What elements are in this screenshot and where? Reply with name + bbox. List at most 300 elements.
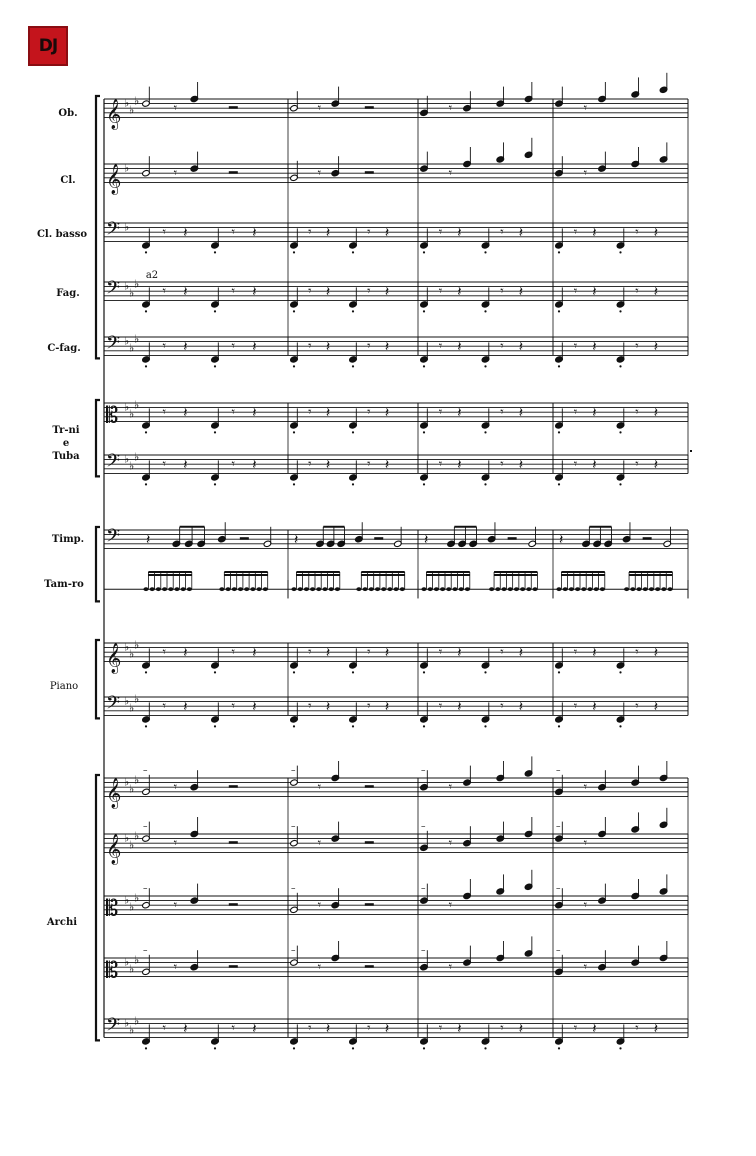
eighth-rest: 𝄾 — [317, 836, 322, 852]
tamburo-note — [569, 587, 574, 591]
quarter-rest: 𝄽 — [384, 1021, 390, 1038]
eighth-rest: 𝄾 — [448, 166, 453, 182]
tenuto-mark: – — [556, 822, 561, 832]
tamburo-note — [452, 587, 457, 591]
quarter-rest: 𝄽 — [457, 699, 462, 716]
quarter-rest: 𝄽 — [559, 532, 564, 549]
eighth-rest: 𝄾 — [500, 405, 504, 421]
eighth-rest: 𝄾 — [173, 101, 178, 117]
staccato-dot — [423, 725, 425, 727]
key-flat: ♭ — [124, 96, 130, 110]
eighth-rest: 𝄾 — [308, 457, 312, 473]
tamburo-note — [304, 587, 309, 591]
key-flat: ♭ — [129, 459, 135, 473]
quarter-rest: 𝄽 — [384, 339, 390, 356]
key-flat: ♭ — [129, 103, 135, 117]
quarter-rest: 𝄽 — [294, 532, 299, 549]
treble-clef: 𝄞 — [106, 834, 122, 865]
tamburo-note — [661, 587, 666, 591]
tamburo-note — [594, 587, 599, 591]
quarter-rest: 𝄽 — [252, 225, 257, 242]
eighth-rest: 𝄾 — [635, 284, 639, 300]
tamburo-note — [168, 587, 173, 591]
quarter-rest: 𝄽 — [518, 284, 524, 301]
staccato-dot — [558, 365, 560, 367]
eighth-rest: 𝄾 — [573, 225, 578, 241]
staccato-dot — [619, 671, 621, 673]
key-flat: ♭ — [134, 692, 140, 706]
quarter-rest: 𝄽 — [252, 1021, 257, 1038]
key-flat: ♭ — [124, 279, 130, 293]
half-rest — [229, 841, 238, 844]
eighth-rest: 𝄾 — [162, 405, 167, 421]
staccato-dot — [214, 431, 216, 433]
tamburo-note — [226, 587, 231, 591]
eighth-rest: 𝄾 — [500, 339, 504, 355]
staccato-dot — [214, 251, 216, 253]
tamburo-note — [501, 587, 506, 591]
tamburo-note — [563, 587, 568, 591]
label-clarinet: Cl. — [60, 175, 76, 186]
key-flat: ♭ — [129, 782, 135, 796]
quarter-rest: 𝄽 — [252, 405, 257, 422]
tamburo-note — [428, 587, 433, 591]
quarter-rest: 𝄽 — [183, 457, 188, 474]
staccato-dot — [293, 251, 295, 253]
quarter-rest: 𝄽 — [592, 339, 597, 356]
quarter-rest: 𝄽 — [384, 405, 390, 422]
key-flat: ♭ — [124, 694, 130, 708]
tenuto-mark: – — [421, 884, 426, 894]
eighth-rest: 𝄾 — [162, 339, 167, 355]
quarter-rest: 𝄽 — [252, 699, 257, 716]
quarter-rest: 𝄽 — [518, 339, 524, 356]
quarter-rest: 𝄽 — [518, 699, 524, 716]
alto-clef: 𝄡 — [106, 403, 119, 429]
key-flat: ♭ — [124, 640, 130, 654]
tenuto-mark: – — [291, 766, 296, 776]
eighth-rest: 𝄾 — [448, 780, 453, 796]
label-archi: Archi — [46, 917, 78, 928]
tamburo-note — [649, 587, 654, 591]
tamburo-note — [575, 587, 580, 591]
tamburo-note — [238, 587, 243, 591]
half-rest — [365, 903, 374, 906]
quarter-rest: 𝄽 — [325, 699, 331, 716]
tamburo-note — [174, 587, 179, 591]
eighth-rest: 𝄾 — [573, 339, 578, 355]
staccato-dot — [558, 431, 560, 433]
quarter-rest: 𝄽 — [252, 284, 257, 301]
alto-clef: 𝄡 — [106, 958, 119, 984]
tamburo-note — [291, 587, 296, 591]
staccato-dot — [352, 431, 354, 433]
quarter-rest: 𝄽 — [592, 284, 597, 301]
staccato-dot — [558, 310, 560, 312]
tamburo-note — [421, 587, 426, 591]
quarter-rest: 𝄽 — [183, 284, 188, 301]
quarter-rest: 𝄽 — [325, 284, 331, 301]
quarter-rest: 𝄽 — [325, 457, 331, 474]
quarter-rest: 𝄽 — [183, 339, 188, 356]
tamburo-note — [329, 587, 334, 591]
tamburo-note — [600, 587, 605, 591]
staccato-dot — [145, 1047, 147, 1049]
treble-clef: 𝄞 — [106, 643, 122, 674]
eighth-rest: 𝄾 — [173, 780, 178, 796]
half-rest — [508, 537, 517, 540]
tamburo-note — [514, 587, 519, 591]
staccato-dot — [619, 365, 621, 367]
eighth-rest: 𝄾 — [173, 166, 178, 182]
eighth-rest: 𝄾 — [500, 225, 504, 241]
quarter-rest: 𝄽 — [384, 225, 390, 242]
staccato-dot — [145, 671, 147, 673]
eighth-rest: 𝄾 — [635, 457, 639, 473]
staccato-dot — [484, 251, 486, 253]
staccato-dot — [214, 1047, 216, 1049]
staccato-dot — [423, 365, 425, 367]
eighth-rest: 𝄾 — [438, 457, 443, 473]
eighth-rest: 𝄾 — [573, 1021, 578, 1037]
eighth-rest: 𝄾 — [317, 898, 322, 914]
eighth-rest: 𝄾 — [173, 960, 178, 976]
eighth-rest: 𝄾 — [317, 780, 322, 796]
staccato-dot — [293, 1047, 295, 1049]
eighth-rest: 𝄾 — [162, 457, 167, 473]
key-flat: ♭ — [129, 647, 135, 661]
quarter-rest: 𝄽 — [653, 284, 659, 301]
eighth-rest: 𝄾 — [308, 225, 312, 241]
tamburo-note — [667, 587, 672, 591]
key-flat: ♭ — [124, 775, 130, 789]
tenuto-mark: – — [291, 884, 296, 894]
eighth-rest: 𝄾 — [500, 699, 504, 715]
eighth-rest: 𝄾 — [438, 405, 443, 421]
tenuto-mark: – — [143, 766, 148, 776]
tamburo-note — [636, 587, 641, 591]
eighth-rest: 𝄾 — [367, 1021, 371, 1037]
bass-clef: 𝄢 — [106, 1014, 121, 1040]
quarter-rest: 𝄽 — [183, 405, 188, 422]
tenuto-mark: – — [421, 766, 426, 776]
quarter-rest: 𝄽 — [146, 532, 151, 549]
tamburo-note — [156, 587, 161, 591]
tamburo-note — [459, 587, 464, 591]
staccato-dot — [484, 725, 486, 727]
group-bracket — [96, 400, 100, 476]
tamburo-note — [495, 587, 500, 591]
eighth-rest: 𝄾 — [635, 339, 639, 355]
label-oboe: Ob. — [58, 108, 78, 119]
eighth-rest: 𝄾 — [162, 1021, 167, 1037]
tamburo-note — [387, 587, 392, 591]
label-contrabassoon: C-fag. — [47, 343, 81, 354]
staccato-dot — [558, 483, 560, 485]
staccato-dot — [619, 483, 621, 485]
eighth-rest: 𝄾 — [162, 225, 167, 241]
staccato-dot — [293, 671, 295, 673]
half-rest — [365, 785, 374, 788]
half-rest — [365, 171, 374, 174]
group-bracket — [96, 96, 100, 358]
tamburo-note — [257, 587, 262, 591]
key-flat: ♭ — [129, 407, 135, 421]
quarter-rest: 𝄽 — [325, 225, 331, 242]
staccato-dot — [484, 365, 486, 367]
tenuto-mark: – — [556, 884, 561, 894]
tamburo-note — [181, 587, 186, 591]
eighth-rest: 𝄾 — [438, 339, 443, 355]
quarter-rest: 𝄽 — [653, 699, 659, 716]
key-flat: ♭ — [124, 831, 130, 845]
key-flat: ♭ — [124, 334, 130, 348]
eighth-rest: 𝄾 — [438, 699, 443, 715]
treble-clef: 𝄞 — [106, 99, 122, 130]
eighth-rest: 𝄾 — [162, 645, 167, 661]
eighth-rest: 𝄾 — [231, 339, 236, 355]
quarter-rest: 𝄽 — [325, 339, 331, 356]
quarter-rest: 𝄽 — [653, 405, 659, 422]
label-timpani: Timp. — [51, 534, 85, 545]
quarter-rest: 𝄽 — [252, 457, 257, 474]
tamburo-note — [250, 587, 255, 591]
tamburo-note — [363, 587, 368, 591]
eighth-rest: 𝄾 — [500, 645, 504, 661]
tamburo-note — [150, 587, 155, 591]
tenuto-mark: – — [421, 946, 426, 956]
staccato-dot — [293, 310, 295, 312]
eighth-rest: 𝄾 — [635, 699, 639, 715]
label-tuba: Tuba — [52, 451, 80, 462]
key-flat: ♭ — [134, 398, 140, 412]
eighth-rest: 𝄾 — [438, 1021, 443, 1037]
key-flat: ♭ — [134, 277, 140, 291]
tamburo-note — [446, 587, 451, 591]
label-bass-clarinet: Cl. basso — [36, 229, 88, 240]
eighth-rest: 𝄾 — [448, 101, 453, 117]
quarter-rest: 𝄽 — [183, 645, 188, 662]
staccato-dot — [214, 310, 216, 312]
tamburo-note — [489, 587, 494, 591]
group-bracket — [96, 775, 100, 1040]
tamburo-note — [465, 587, 470, 591]
tamburo-note — [508, 587, 513, 591]
quarter-rest: 𝄽 — [592, 225, 597, 242]
tamburo-note — [263, 587, 268, 591]
staccato-dot — [423, 671, 425, 673]
tenuto-mark: – — [291, 946, 296, 956]
half-rest — [365, 841, 374, 844]
eighth-rest: 𝄾 — [438, 645, 443, 661]
eighth-rest: 𝄾 — [162, 284, 167, 300]
quarter-rest: 𝄽 — [592, 699, 597, 716]
eighth-rest: 𝄾 — [573, 645, 578, 661]
eighth-rest: 𝄾 — [438, 284, 443, 300]
staccato-dot — [484, 483, 486, 485]
label-bassoon: Fag. — [56, 288, 80, 299]
eighth-rest: 𝄾 — [367, 225, 371, 241]
alto-clef: 𝄡 — [106, 896, 119, 922]
eighth-rest: 𝄾 — [308, 645, 312, 661]
staccato-dot — [619, 251, 621, 253]
tamburo-note — [375, 587, 380, 591]
key-flat: ♭ — [129, 1023, 135, 1037]
tamburo-note — [624, 587, 629, 591]
half-rest — [643, 537, 652, 540]
eighth-rest: 𝄾 — [308, 1021, 312, 1037]
label-tamburo: Tam-ro — [44, 579, 84, 590]
tenuto-mark: – — [291, 822, 296, 832]
eighth-rest: 𝄾 — [583, 101, 588, 117]
half-rest — [229, 903, 238, 906]
eighth-rest: 𝄾 — [635, 225, 639, 241]
staccato-dot — [352, 483, 354, 485]
bass-clef: 𝄢 — [106, 450, 121, 476]
bass-clef: 𝄢 — [106, 332, 121, 358]
eighth-rest: 𝄾 — [573, 284, 578, 300]
key-flat: ♭ — [134, 450, 140, 464]
quarter-rest: 𝄽 — [325, 1021, 331, 1038]
quarter-rest: 𝄽 — [653, 645, 659, 662]
tamburo-note — [356, 587, 361, 591]
tamburo-note — [369, 587, 374, 591]
key-flat: ♭ — [129, 900, 135, 914]
eighth-rest: 𝄾 — [367, 699, 371, 715]
eighth-rest: 𝄾 — [317, 101, 322, 117]
key-flat: ♭ — [134, 773, 140, 787]
staccato-dot — [293, 725, 295, 727]
quarter-rest: 𝄽 — [457, 457, 462, 474]
staccato-dot — [352, 1047, 354, 1049]
quarter-rest: 𝄽 — [183, 225, 188, 242]
quarter-rest: 𝄽 — [653, 225, 659, 242]
staccato-dot — [484, 310, 486, 312]
staccato-dot — [484, 1047, 486, 1049]
quarter-rest: 𝄽 — [384, 645, 390, 662]
tamburo-note — [219, 587, 224, 591]
eighth-rest: 𝄾 — [438, 225, 443, 241]
staccato-dot — [558, 251, 560, 253]
eighth-rest: 𝄾 — [367, 645, 371, 661]
bass-clef: 𝄢 — [106, 277, 121, 303]
tamburo-note — [335, 587, 340, 591]
quarter-rest: 𝄽 — [325, 645, 331, 662]
staccato-dot — [145, 483, 147, 485]
eighth-rest: 𝄾 — [635, 405, 639, 421]
staccato-dot — [214, 365, 216, 367]
quarter-rest: 𝄽 — [592, 1021, 597, 1038]
quarter-rest: 𝄽 — [384, 284, 390, 301]
quarter-rest: 𝄽 — [252, 645, 257, 662]
bass-clef: 𝄢 — [106, 525, 121, 551]
eighth-rest: 𝄾 — [500, 457, 504, 473]
bass-clef: 𝄢 — [106, 692, 121, 718]
tenuto-mark: – — [143, 884, 148, 894]
staccato-dot — [558, 671, 560, 673]
tamburo-note — [162, 587, 167, 591]
tamburo-note — [310, 587, 315, 591]
tenuto-mark: – — [556, 946, 561, 956]
half-rest — [229, 171, 238, 174]
staccato-dot — [619, 725, 621, 727]
quarter-rest: 𝄽 — [518, 405, 524, 422]
label-trombones: Tr-ni — [52, 425, 80, 436]
key-flat: ♭ — [134, 953, 140, 967]
group-bracket — [96, 640, 100, 718]
staccato-dot — [293, 365, 295, 367]
eighth-rest: 𝄾 — [583, 898, 588, 914]
treble-clef: 𝄞 — [106, 164, 122, 195]
stray-mark — [690, 450, 692, 452]
quarter-rest: 𝄽 — [518, 1021, 524, 1038]
tenuto-mark: – — [421, 822, 426, 832]
quarter-rest: 𝄽 — [384, 457, 390, 474]
half-rest — [229, 965, 238, 968]
eighth-rest: 𝄾 — [162, 699, 167, 715]
quarter-rest: 𝄽 — [424, 532, 429, 549]
eighth-rest: 𝄾 — [367, 405, 371, 421]
eighth-rest: 𝄾 — [583, 780, 588, 796]
key-flat: ♭ — [124, 893, 130, 907]
key-flat: ♭ — [134, 638, 140, 652]
tamburo-note — [587, 587, 592, 591]
eighth-rest: 𝄾 — [573, 405, 578, 421]
quarter-rest: 𝄽 — [653, 457, 659, 474]
eighth-rest: 𝄾 — [367, 457, 371, 473]
tamburo-note — [643, 587, 648, 591]
tamburo-note — [322, 587, 327, 591]
tamburo-note — [556, 587, 561, 591]
staccato-dot — [619, 1047, 621, 1049]
quarter-rest: 𝄽 — [592, 645, 597, 662]
staccato-dot — [293, 431, 295, 433]
key-flat: ♭ — [129, 286, 135, 300]
staccato-dot — [484, 671, 486, 673]
eighth-rest: 𝄾 — [173, 898, 178, 914]
bass-clef: 𝄢 — [106, 218, 121, 244]
tamburo-note — [520, 587, 525, 591]
key-flat: ♭ — [129, 701, 135, 715]
staccato-dot — [558, 725, 560, 727]
staccato-dot — [352, 251, 354, 253]
key-flat: ♭ — [134, 829, 140, 843]
staccato-dot — [423, 483, 425, 485]
key-flat: ♭ — [129, 962, 135, 976]
key-flat: ♭ — [124, 452, 130, 466]
half-rest — [229, 106, 238, 109]
eighth-rest: 𝄾 — [308, 699, 312, 715]
staccato-dot — [423, 1047, 425, 1049]
quarter-rest: 𝄽 — [653, 339, 659, 356]
half-rest — [365, 965, 374, 968]
group-bracket — [96, 527, 100, 601]
eighth-rest: 𝄾 — [173, 836, 178, 852]
quarter-rest: 𝄽 — [457, 405, 462, 422]
half-rest — [240, 537, 249, 540]
tenuto-mark: – — [143, 822, 148, 832]
quarter-rest: 𝄽 — [325, 405, 331, 422]
eighth-rest: 𝄾 — [231, 645, 236, 661]
eighth-rest: 𝄾 — [367, 339, 371, 355]
quarter-rest: 𝄽 — [183, 1021, 188, 1038]
staccato-dot — [293, 483, 295, 485]
tamburo-note — [232, 587, 237, 591]
staccato-dot — [423, 310, 425, 312]
eighth-rest: 𝄾 — [635, 645, 639, 661]
eighth-rest: 𝄾 — [573, 699, 578, 715]
eighth-rest: 𝄾 — [367, 284, 371, 300]
